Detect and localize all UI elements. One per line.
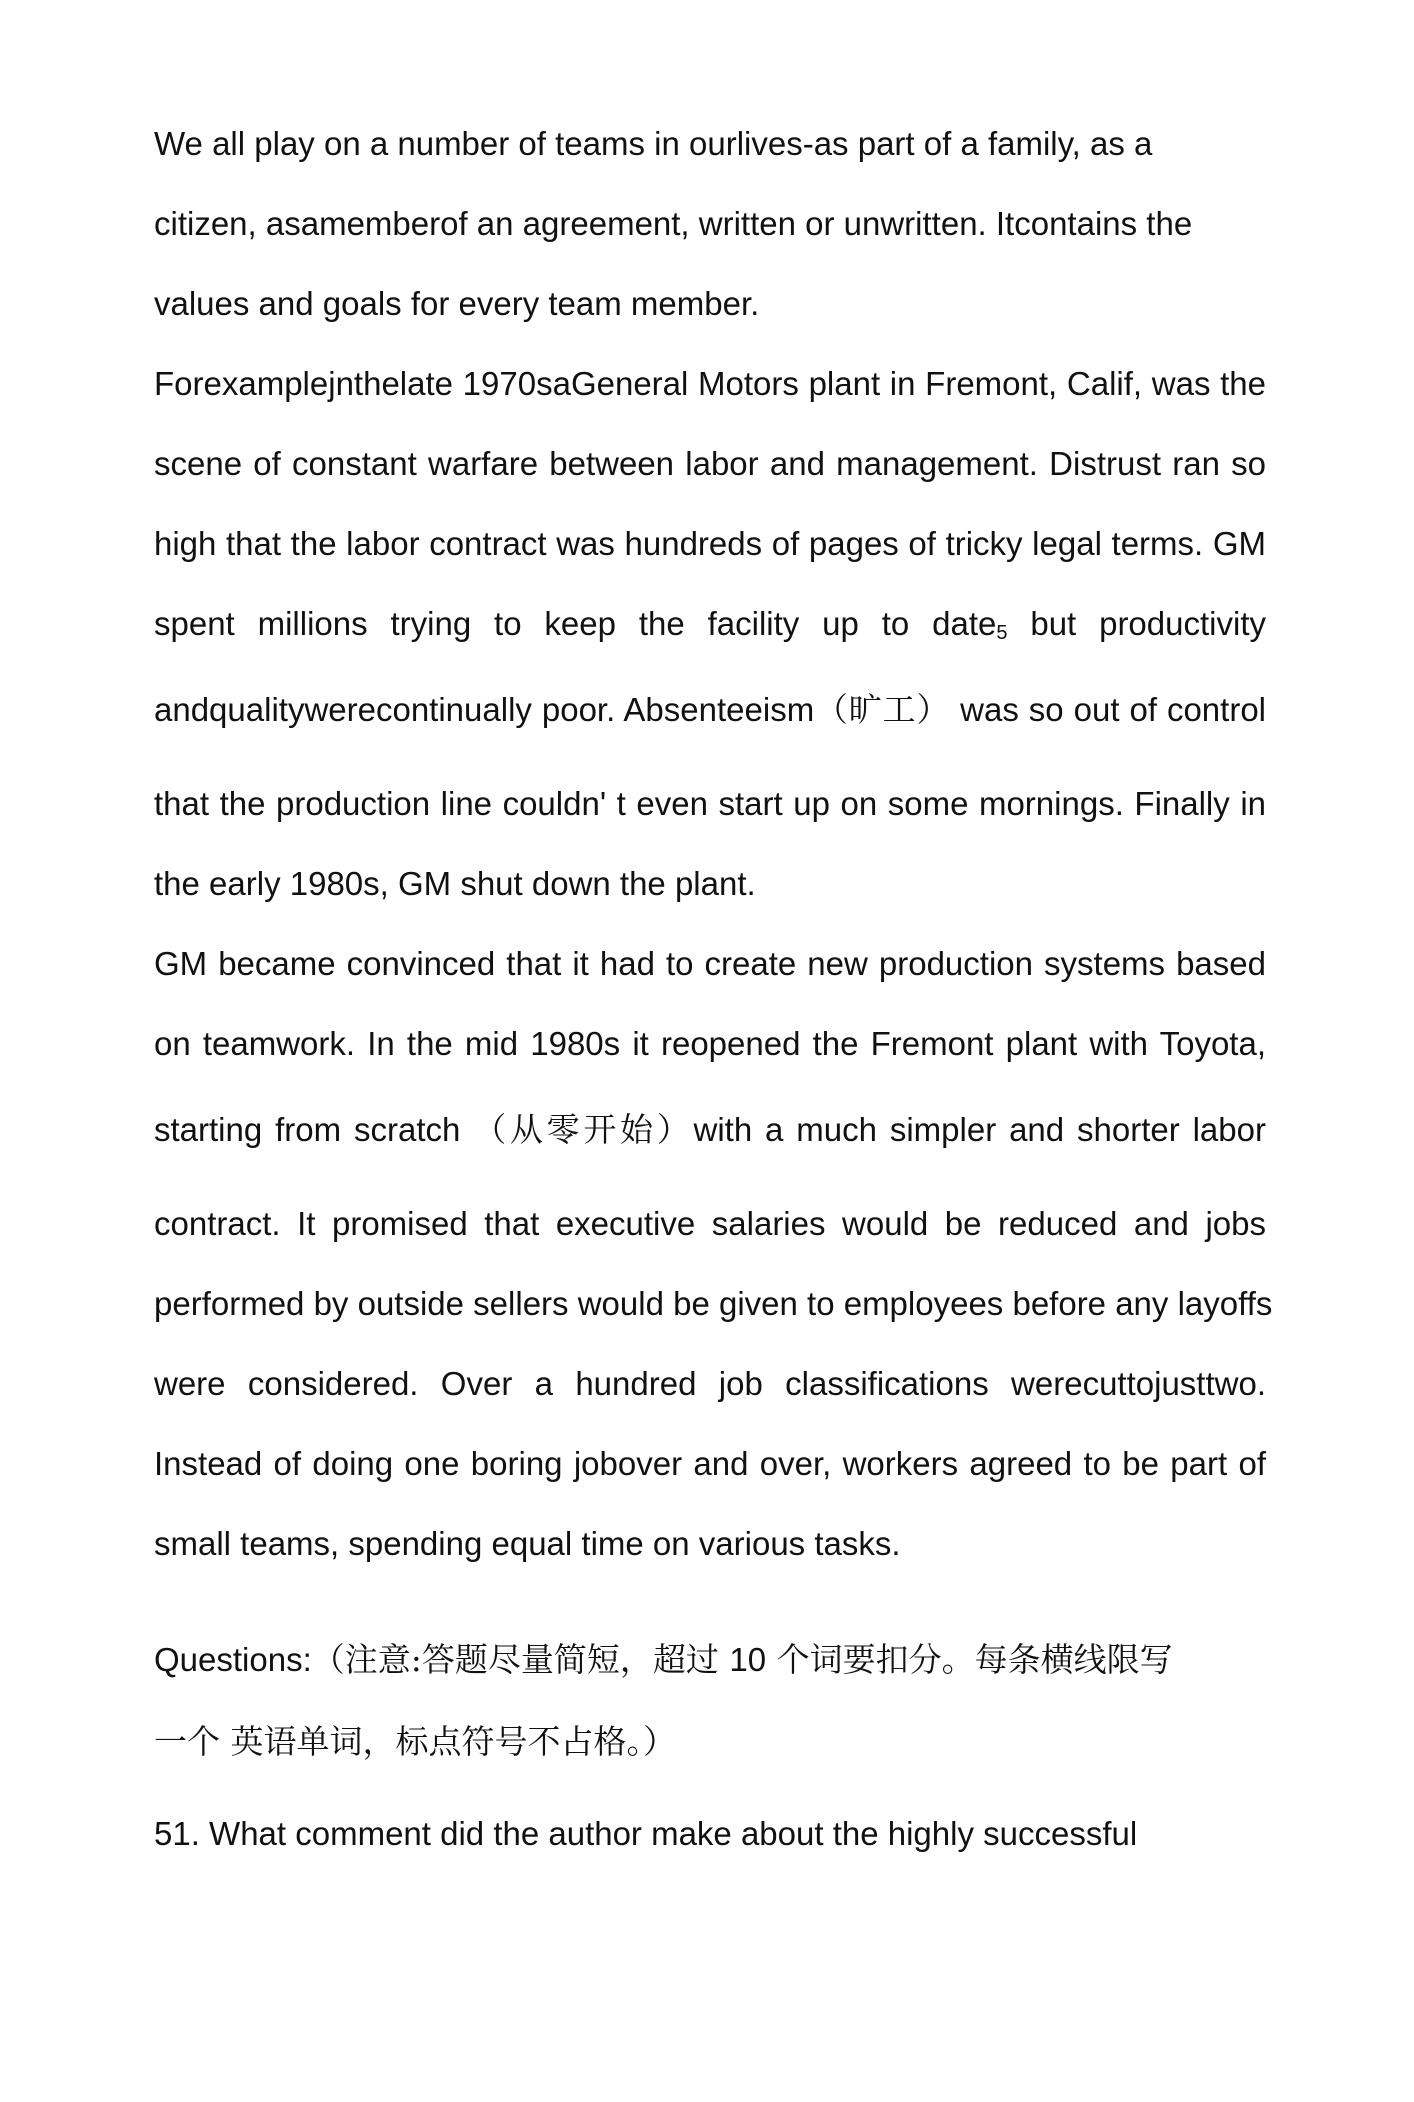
p2-line-1: Forexamplejnthelate 1970saGeneral Motors plant in Fremont, Calif, was the [154, 365, 1266, 402]
p2-line-3: high that the labor contract was hundreds of pages of tricky legal terms. GM [154, 525, 1266, 562]
p2-line-4-text-a: spent millions trying to keep the facility up to date [154, 605, 997, 642]
p3-line-5: performed by outside sellers would be given to employees before any layoffs [154, 1285, 1273, 1322]
scratch-gloss: （从零开始） [473, 1110, 694, 1149]
p3-line-3-text-a: starting from scratch [154, 1111, 474, 1148]
p3-line-6: were considered. Over a hundred job classifications werecuttojusttwo. [154, 1365, 1266, 1402]
p3-line-4: contract. It promised that executive salaries would be reduced and jobs [154, 1205, 1266, 1242]
p1-line-2: citizen, asamemberof an agreement, written or unwritten. Itcontains the [154, 205, 1193, 242]
p1-line-3: values and goals for every team member. [154, 285, 760, 322]
p2-line-2: scene of constant warfare between labor and management. Distrust ran so [154, 445, 1266, 482]
questions-note-number: 10 [729, 1641, 767, 1678]
p2-line-5-text-b: was so out of control [950, 691, 1267, 728]
p2-line-4-text-b: but productivity [1007, 605, 1266, 642]
absenteeism-gloss: （旷工） [814, 690, 951, 729]
questions-header [154, 1640, 1173, 1680]
p2-line-7: the early 1980s, GM shut down the plant. [154, 865, 756, 902]
questions-note-a: （注意:答题尽量简短，超过 [311, 1640, 730, 1679]
questions-note-line-2: 一个 英语单词，标点符号不占格。） [154, 1722, 676, 1761]
p3-line-7: Instead of doing one boring jobover and over, workers agreed to be part of [154, 1445, 1266, 1482]
p3-line-8: small teams, spending equal time on various tasks. [154, 1525, 901, 1562]
p3-line-3 [154, 1110, 1266, 1150]
question-51: 51. What comment did the author make about the highly successful [154, 1815, 1138, 1852]
p2-line-4 [154, 604, 1266, 649]
p2-line-5 [154, 690, 1266, 730]
p3-line-1: GM became convinced that it had to create new production systems based [154, 945, 1266, 982]
p2-line-5-text-a: andqualitywerecontinually poor. Absenteeism [154, 691, 815, 728]
p3-line-2: on teamwork. In the mid 1980s it reopened the Fremont plant with Toyota, [154, 1025, 1266, 1062]
questions-label: Questions: [154, 1641, 312, 1678]
footnote-mark: 5 [996, 622, 1008, 644]
p1-line-1: We all play on a number of teams in ourlives-as part of a family, as a [154, 125, 1153, 162]
questions-note-b: 个词要扣分。每条横线限写 [766, 1640, 1173, 1679]
p2-line-6: that the production line couldn' t even start up on some mornings. Finally in [154, 785, 1266, 822]
p3-line-3-text-b: with a much simpler and shorter labor [693, 1111, 1266, 1148]
